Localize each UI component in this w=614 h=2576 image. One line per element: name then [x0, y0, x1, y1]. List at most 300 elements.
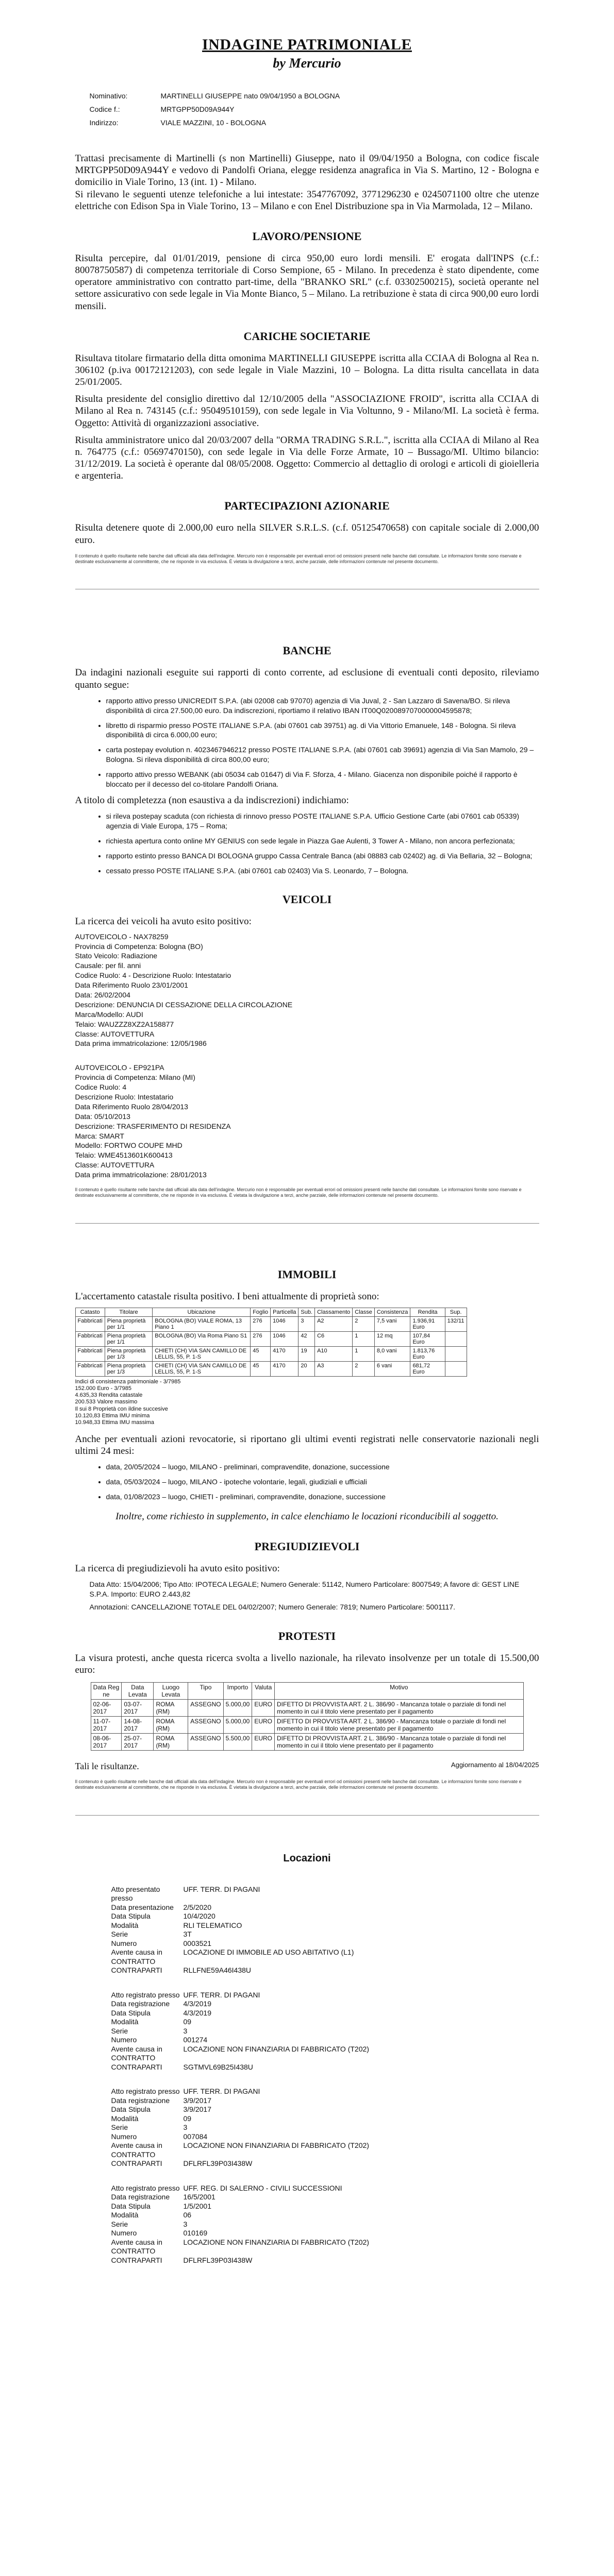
table-cell: 107,84 Euro	[410, 1331, 445, 1346]
locazione-value: 3	[183, 2219, 188, 2228]
list-item: • data, 05/03/2024 – luogo, MILANO - ipoteche volontarie, legali, giudiziali e ufficiali	[106, 1477, 539, 1487]
locazione-key: Atto registrato presso	[111, 1990, 180, 1999]
table-cell: BOLOGNA (BO) VIALE ROMA, 13 Piano 1	[153, 1316, 251, 1331]
locazione-row	[111, 2220, 539, 2229]
locazione-key: CONTRATTO	[111, 2054, 156, 2062]
table-cell: 1	[353, 1331, 375, 1346]
table-cell: 276	[251, 1316, 271, 1331]
locazione-row	[111, 2027, 539, 2036]
vehicle-line: Telaio: WME4513601K600413	[75, 1151, 173, 1160]
table-cell: 4170	[271, 1346, 298, 1361]
locazione-key: Avente causa in	[111, 2141, 162, 2150]
locazione-value: 09	[183, 2018, 192, 2026]
locazione-value	[184, 2054, 539, 2063]
table-cell: A3	[315, 1361, 353, 1376]
table-header: Titolare	[105, 1308, 152, 1316]
meta-value: MARTINELLI GIUSEPPE nato 09/04/1950 a BOLOGNA	[160, 92, 340, 100]
table-cell: 4170	[271, 1361, 298, 1376]
section-title-protesti: PROTESTI	[278, 1629, 336, 1642]
veicoli-intro: La ricerca dei veicoli ha avuto esito positivo:	[75, 916, 252, 927]
page-divider	[75, 1815, 539, 1816]
table-header: Catasto	[75, 1308, 105, 1316]
table-header-row	[75, 1308, 467, 1316]
locazione-row	[111, 1966, 539, 1975]
protesti-table	[91, 1682, 524, 1751]
locazione-row	[111, 1991, 539, 2000]
locazione-row	[111, 2009, 539, 2018]
vehicle-line: Marca/Modello: AUDI	[75, 1010, 143, 1019]
locazioni-note: Inoltre, come richiesto in supplemento, in calce elenchiamo le locazioni riconducibili al soggetto.	[115, 1511, 499, 1522]
meta-key: Nominativo:	[89, 92, 128, 100]
section-title-cariche: CARICHE SOCIETARIE	[243, 329, 371, 343]
table-cell: 20	[298, 1361, 315, 1376]
locazione-key: Numero	[111, 2132, 137, 2141]
locazione-value	[184, 2247, 539, 2256]
table-cell: 5.000,00	[223, 1700, 252, 1717]
table-cell: 3	[298, 1316, 315, 1331]
locazione-row	[111, 1939, 539, 1948]
table-cell: EURO	[252, 1734, 275, 1751]
locazione-row	[111, 1903, 539, 1912]
table-cell: 14-08-2017	[122, 1717, 154, 1734]
locazione-value: LOCAZIONE NON FINANZIARIA DI FABBRICATO (T202)	[183, 2238, 369, 2246]
table-header: Valuta	[252, 1683, 275, 1700]
locazione-key: Serie	[111, 2123, 128, 2132]
table-cell: 7,5 vani	[374, 1316, 410, 1331]
table-cell: Fabbricati	[75, 1331, 105, 1346]
locazione-row	[111, 2184, 539, 2193]
lavoro-paragraph: Risulta percepire, dal 01/01/2019, pensione di circa 950,00 euro lordi mensili. E' erogata dall'INPS (c.f.: 80078750587) di competenza territoriale di Corso Sempione, 65 - Milano. In precedenza è stato dipendente, come operatore amministrativo con contratto part-time, della "BRANKO SRL" (c.f. 03302500215), società operante nel settore assicurativo con sede legale in Via Monte Bianco, 5 – Milano. La retribuzione è stata di circa 900,00 euro lordi mensili.	[75, 252, 539, 312]
table-cell: CHIETI (CH) VIA SAN CAMILLO DE LELLIS, 55, P. 1-S	[153, 1361, 251, 1376]
table-cell: 5.000,00	[223, 1717, 252, 1734]
table-cell	[445, 1361, 467, 1376]
locazione-row	[111, 2045, 539, 2054]
cariche-paragraph: Risulta amministratore unico dal 20/03/2007 della "ORMA TRADING S.R.L.", iscritta alla CCIAA di Milano al Rea n. 764775 (c.f.: 05697470150), con sede legale in Via delle Forze Armate, 10 – Bussago/MI. Ultimo bilancio: 31/12/2019. La società è operante dal 08/05/2008. Oggetto: Commercio al dettaglio di orologi e articoli di gioielleria e argenteria.	[75, 434, 539, 482]
vehicle-line: Provincia di Competenza: Milano (MI)	[75, 1073, 195, 1082]
closing-text: Tali le risultanze.	[75, 1761, 139, 1772]
intro-paragraph: Si rilevano le seguenti utenze telefoniche a lui intestate: 3547767092, 3771296230 e 0245071100 oltre che utenze elettriche con Edison Spa in Viale Torino, 13 – Milano e con Enel Distribuzione spa in Via Marmolada, 12 – Milano.	[75, 189, 539, 212]
immobili-intro: L'accertamento catastale risulta positivo. I beni attualmente di proprietà sono:	[75, 1291, 379, 1302]
locazioni-title: Locazioni	[283, 1852, 331, 1864]
locazione-row	[111, 1921, 539, 1930]
table-header: Foglio	[251, 1308, 271, 1316]
pregiudizievoli-details	[90, 1580, 539, 1612]
locazione-key: Numero	[111, 2036, 137, 2044]
locazione-record	[111, 2184, 539, 2265]
table-cell: EURO	[252, 1717, 275, 1734]
vehicle-line: Marca: SMART	[75, 1131, 124, 1140]
table-cell: 11-07-2017	[91, 1717, 122, 1734]
table-cell: Piena proprietà per 1/3	[105, 1346, 152, 1361]
locazione-value: RLLFNE59A46I438U	[183, 1966, 252, 1975]
table-row	[91, 1717, 523, 1734]
note-line: Indici di consistenza patrimoniale - 3/7985	[75, 1378, 181, 1385]
table-row	[91, 1700, 523, 1717]
table-header: Particella	[271, 1308, 298, 1316]
table-row	[75, 1346, 467, 1361]
pregiudizievoli-intro: La ricerca di pregiudizievoli ha avuto esito positivo:	[75, 1563, 280, 1574]
table-cell: 1.813,76 Euro	[410, 1346, 445, 1361]
meta-key: Codice f.:	[89, 105, 120, 113]
vehicle-line: AUTOVEICOLO - NAX78259	[75, 932, 169, 941]
table-header-row	[91, 1683, 523, 1700]
locazione-row	[111, 2247, 539, 2256]
list-item: • data, 20/05/2024 – luogo, MILANO - preliminari, compravendite, donazione, successione	[106, 1462, 539, 1472]
vehicle-line: AUTOVEICOLO - EP921PA	[75, 1063, 164, 1072]
locazione-record	[111, 1991, 539, 2072]
table-cell: BOLOGNA (BO) Via Roma Piano S1	[153, 1331, 251, 1346]
locazione-key: Modalità	[111, 2018, 139, 2026]
pregiudizievoli-line: Annotazioni: CANCELLAZIONE TOTALE DEL 04/02/2007; Numero Generale: 7819; Numero Particolare: 5001117.	[89, 1603, 455, 1612]
table-cell: 5.500,00	[223, 1734, 252, 1751]
table-row	[75, 1361, 467, 1376]
locazione-key: Avente causa in	[111, 2044, 162, 2053]
locazione-value: 010169	[183, 2229, 208, 2238]
table-header: Ubicazione	[153, 1308, 251, 1316]
locazione-key: CONTRATTO	[111, 1957, 156, 1965]
meta-row	[90, 118, 539, 127]
locazione-key: Data Stipula	[111, 1912, 151, 1921]
locazione-key: CONTRAPARTI	[111, 2159, 162, 2168]
table-header: Data Levata	[122, 1683, 154, 1700]
table-cell: 45	[251, 1361, 271, 1376]
locazione-row	[111, 2123, 539, 2132]
locazione-value: 09	[183, 2114, 192, 2123]
locazione-row	[111, 2018, 539, 2027]
note-line: 10.948,33 Ettima IMU massima	[75, 1419, 154, 1426]
meta-value: MRTGPP50D09A944Y	[160, 105, 235, 113]
immobili-paragraph: Anche per eventuali azioni revocatorie, si riportano gli ultimi eventi registrati nelle conservatorie nazionali negli ultimi 24 mesi:	[75, 1434, 539, 1457]
vehicle-line: Data: 05/10/2013	[75, 1112, 130, 1121]
section-title-banche: BANCHE	[283, 644, 331, 657]
table-cell: DIFETTO DI PROVVISTA ART. 2 L. 386/90 - Mancanza totale o parziale di fondi nel momento in cui il titolo viene presentato per il pagamento	[275, 1734, 523, 1751]
table-cell: 8,0 vani	[374, 1346, 410, 1361]
table-cell: 1046	[271, 1316, 298, 1331]
locazione-value	[184, 1957, 539, 1967]
locazione-key: Atto presentato presso	[111, 1885, 160, 1903]
table-cell: Piena proprietà per 1/1	[105, 1316, 152, 1331]
list-item: • richiesta apertura conto online MY GENIUS con sede legale in Piazza Gae Aulenti, 3 Tower A - Milano, non ancora perfezionata;	[106, 836, 539, 846]
locazione-value: UFF. TERR. DI PAGANI	[183, 2087, 260, 2096]
table-cell: ROMA (RM)	[154, 1734, 188, 1751]
table-cell: Fabbricati	[75, 1316, 105, 1331]
locazione-value: 3	[183, 2026, 188, 2035]
immobili-events	[75, 1462, 539, 1502]
locazione-row	[111, 2132, 539, 2142]
locazione-key: Modalità	[111, 1921, 139, 1929]
vehicle-record	[75, 932, 539, 1049]
list-item: • rapporto attivo presso UNICREDIT S.P.A. (abi 02008 cab 97070) agenzia di Via Juval, 2 - San Lazzaro di Savena/BO. Si rileva disponibilità di circa 27.500,00 euro. Da indiscrezioni, riportiamo il relativo IBAN IT00Q0200897070000004595878;	[106, 696, 539, 716]
vehicle-line: Descrizione: TRASFERIMENTO DI RESIDENZA	[75, 1122, 231, 1130]
table-cell: ASSEGNO	[188, 1734, 223, 1751]
locazione-value: UFF. REG. DI SALERNO - CIVILI SUCCESSIONI	[183, 2183, 342, 2192]
locazione-key: Modalità	[111, 2211, 139, 2219]
locazione-key: Data Stipula	[111, 2105, 151, 2114]
list-item: • data, 01/08/2023 – luogo, CHIETI - preliminari, compravendite, donazione, successione	[106, 1492, 539, 1502]
locazione-value: LOCAZIONE DI IMMOBILE AD USO ABITATIVO (L1)	[183, 1948, 354, 1957]
table-cell: 681,72 Euro	[410, 1361, 445, 1376]
section-title-partecipazioni: PARTECIPAZIONI AZIONARIE	[224, 499, 390, 513]
table-header: Tipo	[188, 1683, 223, 1700]
locazione-row	[111, 1912, 539, 1921]
table-cell: A10	[315, 1346, 353, 1361]
table-cell: 6 vani	[374, 1361, 410, 1376]
vehicle-line: Classe: AUTOVETTURA	[75, 1029, 155, 1038]
locazione-value: 007084	[183, 2132, 208, 2141]
locazione-key: Avente causa in	[111, 2238, 162, 2246]
locazione-key: CONTRAPARTI	[111, 1966, 162, 1975]
locazione-row	[111, 2096, 539, 2106]
locazione-row	[111, 2202, 539, 2211]
list-item: • rapporto estinto presso BANCA DI BOLOGNA gruppo Cassa Centrale Banca (abi 08883 cab 02402) ag. di Via Bellaria, 32 – Bologna;	[106, 851, 539, 861]
banche-intro-2: A titolo di completezza (non esaustiva a da indiscrezioni) indichiamo:	[75, 794, 349, 806]
locazione-value: UFF. TERR. DI PAGANI	[183, 1990, 260, 1999]
locazione-row	[111, 2211, 539, 2220]
locazione-value: 3	[183, 2123, 188, 2132]
table-header: Sup.	[445, 1308, 467, 1316]
locazione-key: Data presentazione	[111, 1903, 174, 1911]
table-cell: 276	[251, 1331, 271, 1346]
locazione-row	[111, 2256, 539, 2265]
locazione-key: CONTRATTO	[111, 2150, 156, 2159]
locazione-row	[111, 2054, 539, 2063]
locazione-row	[111, 2087, 539, 2096]
locazione-value: LOCAZIONE NON FINANZIARIA DI FABBRICATO (T202)	[183, 2044, 369, 2053]
vehicle-line: Codice Ruolo: 4	[75, 1083, 127, 1092]
section-title-pregiudizievoli: PREGIUDIZIEVOLI	[254, 1540, 360, 1553]
banche-list-2	[75, 811, 539, 875]
locazione-value: RLI TELEMATICO	[183, 1921, 242, 1929]
vehicle-line: Data prima immatricolazione: 12/05/1986	[75, 1039, 207, 1048]
vehicle-line: Telaio: WAUZZZ8XZ2A158877	[75, 1020, 174, 1028]
locazione-key: Numero	[111, 2229, 137, 2238]
table-cell: Piena proprietà per 1/3	[105, 1361, 152, 1376]
table-cell: 25-07-2017	[122, 1734, 154, 1751]
section-title-veicoli: VEICOLI	[282, 893, 332, 906]
table-header: Rendita	[410, 1308, 445, 1316]
locazione-row	[111, 2114, 539, 2124]
vehicle-line: Modello: FORTWO COUPE MHD	[75, 1141, 182, 1150]
report-subtitle: by Mercurio	[273, 56, 341, 71]
meta-row	[90, 105, 539, 113]
locazione-key: Data Stipula	[111, 2201, 151, 2210]
pregiudizievoli-line: Data Atto: 15/04/2006; Tipo Atto: IPOTECA LEGALE; Numero Generale: 51142, Numero Particolare: 8007549; A favore di: GEST LINE S.P.A. Importo: EURO 2.443,82	[89, 1580, 520, 1599]
locazione-key: Data Stipula	[111, 2008, 151, 2017]
locazione-row	[111, 2159, 539, 2168]
locazione-record	[111, 2087, 539, 2168]
locazione-key: Numero	[111, 1939, 137, 1947]
table-cell: 1046	[271, 1331, 298, 1346]
locazione-key: Data registrazione	[111, 1999, 170, 2008]
table-cell: Piena proprietà per 1/1	[105, 1331, 152, 1346]
list-item: • rapporto attivo presso WEBANK (abi 05034 cab 01647) di Via F. Sforza, 4 - Milano. Giacenza non disponibile poiché il rapporto è bloccato per il decesso del co-titolare Pandolfi Oriana.	[106, 770, 539, 789]
locazione-value: UFF. TERR. DI PAGANI	[183, 1885, 260, 1893]
vehicle-line: Classe: AUTOVETTURA	[75, 1161, 155, 1170]
table-cell	[445, 1346, 467, 1361]
locazione-row	[111, 2193, 539, 2202]
note-line: 152.000 Euro - 3/7985	[75, 1385, 131, 1392]
locazione-value: 06	[183, 2211, 192, 2219]
locazione-key: Data registrazione	[111, 2193, 170, 2201]
locazione-key: CONTRATTO	[111, 2247, 156, 2256]
locazione-key: Serie	[111, 1930, 128, 1939]
list-item: • carta postepay evolution n. 4023467946212 presso POSTE ITALIANE S.P.A. (abi 07601 cab 39691) agenzia di Via San Mamolo, 29 – Bologna. Si rileva disponibilità di circa 800,00 euro;	[106, 745, 539, 765]
table-cell: 2	[353, 1361, 375, 1376]
table-header: Classe	[353, 1308, 375, 1316]
vehicle-line: Descrizione: DENUNCIA DI CESSAZIONE DELLA CIRCOLAZIONE	[75, 1000, 293, 1009]
table-cell: 1.936,91 Euro	[410, 1316, 445, 1331]
update-date: Aggiornamento al 18/04/2025	[451, 1761, 539, 1769]
note-line: Il sui 8 Proprietà con ildine succesive	[75, 1405, 168, 1412]
banche-intro: Da indagini nazionali eseguite sui rapporti di conto corrente, ad esclusione di eventuali conti deposito, rileviamo quanto segue:	[75, 667, 539, 690]
note-line: 200.533 Valore massimo	[75, 1399, 138, 1405]
table-cell: DIFETTO DI PROVVISTA ART. 2 L. 386/90 - Mancanza totale o parziale di fondi nel momento in cui il titolo viene presentato per il pagamento	[275, 1700, 523, 1717]
locazione-key: Modalità	[111, 2114, 139, 2123]
table-cell: CHIETI (CH) VIA SAN CAMILLO DE LELLIS, 55, P. 1-S	[153, 1346, 251, 1361]
vehicle-line: Data Riferimento Ruolo 23/01/2001	[75, 981, 188, 990]
immobili-notes	[75, 1379, 539, 1426]
meta-value: VIALE MAZZINI, 10 - BOLOGNA	[160, 118, 267, 127]
table-cell: 08-06-2017	[91, 1734, 122, 1751]
table-cell: 12 mq	[374, 1331, 410, 1346]
table-header: Consistenza	[374, 1308, 410, 1316]
table-cell: 45	[251, 1346, 271, 1361]
locazione-row	[111, 2063, 539, 2072]
section-title-lavoro: LAVORO/PENSIONE	[252, 229, 362, 243]
table-cell: C6	[315, 1331, 353, 1346]
disclaimer: Il contenuto è quello risultante nelle banche dati ufficiali alla data dell'indagine. Mercurio non è responsabile per eventuali errori od omissioni presenti nelle banche dati consultate. Le informazioni fornite sono riservate e destinate esclusivamente al committente, che ne risponde in via esclusiva. È vietata la divulgazione a terzi, anche parziale, delle informazioni contenute nel presente documento.	[75, 1779, 522, 1790]
table-cell: 132/11	[445, 1316, 467, 1331]
table-cell: 1	[353, 1346, 375, 1361]
table-header: Classamento	[315, 1308, 353, 1316]
locazione-value: 1/5/2001	[183, 2201, 211, 2210]
table-cell: 02-06-2017	[91, 1700, 122, 1717]
disclaimer: Il contenuto è quello risultante nelle banche dati ufficiali alla data dell'indagine. Mercurio non è responsabile per eventuali errori od omissioni presenti nelle banche dati consultate. Le informazioni fornite sono riservate e destinate esclusivamente al committente, che ne risponde in via esclusiva. È vietata la divulgazione a terzi, anche parziale, delle informazioni contenute nel presente documento.	[75, 553, 522, 564]
table-cell: Fabbricati	[75, 1361, 105, 1376]
meta-row	[90, 92, 539, 100]
note-line: 4.635,33 Rendita catastale	[75, 1392, 143, 1399]
locazione-value: DFLRFL39P03I438W	[183, 2256, 253, 2264]
vehicle-line: Provincia di Competenza: Bologna (BO)	[75, 942, 203, 951]
locazione-key: Atto registrato presso	[111, 2183, 180, 2192]
subject-meta	[90, 92, 539, 127]
cariche-paragraph: Risultava titolare firmatario della ditta omonima MARTINELLI GIUSEPPE iscritta alla CCIAA di Bologna al Rea n. 306102 (p.iva 00172121203), con sede legale in Viale Mazzini, 10 – Bologna. La ditta risulta cancellata in data 25/01/2005.	[75, 352, 539, 388]
vehicle-line: Data: 26/02/2004	[75, 990, 130, 999]
table-header: Sub.	[298, 1308, 315, 1316]
locazione-value: 4/3/2019	[183, 2008, 211, 2017]
locazione-row	[111, 1999, 539, 2009]
locazione-value: DFLRFL39P03I438W	[183, 2159, 253, 2168]
table-header: Motivo	[275, 1683, 523, 1700]
table-cell: ROMA (RM)	[154, 1717, 188, 1734]
locazione-row	[111, 2105, 539, 2114]
table-row	[75, 1331, 467, 1346]
locazione-row	[111, 1930, 539, 1939]
locazione-value: 0003521	[183, 1939, 212, 1947]
table-cell: 42	[298, 1331, 315, 1346]
vehicle-line: Codice Ruolo: 4 - Descrizione Ruolo: Intestatario	[75, 971, 231, 980]
locazione-row	[111, 2229, 539, 2238]
locazione-row	[111, 1957, 539, 1967]
section-title-immobili: IMMOBILI	[277, 1267, 337, 1281]
locazione-row	[111, 2036, 539, 2045]
locazione-value: 10/4/2020	[183, 1912, 215, 1921]
locazione-key: Avente causa in	[111, 1948, 162, 1957]
protesti-intro: La visura protesti, anche questa ricerca svolta a livello nazionale, ha rilevato insolvenze per un totale di 15.500,00 euro:	[75, 1652, 539, 1676]
immobili-table	[75, 1308, 467, 1377]
locazione-value: 2/5/2020	[183, 1903, 211, 1911]
list-item: • libretto di risparmio presso POSTE ITALIANE S.P.A. (abi 07601 cab 39751) ag. di Via Vittorio Emanuele, 148 - Bologna. Si rileva disponibilità di circa 6.000,00 euro;	[106, 721, 539, 740]
page-divider	[75, 1223, 539, 1224]
table-header: Data Reg ne	[91, 1683, 122, 1700]
report-title: INDAGINE PATRIMONIALE	[202, 36, 412, 53]
table-cell: EURO	[252, 1700, 275, 1717]
report-content	[75, 0, 539, 2265]
vehicle-line: Data Riferimento Ruolo 28/04/2013	[75, 1102, 188, 1111]
vehicle-line: Causale: per fil. anni	[75, 961, 141, 970]
locazione-key: CONTRAPARTI	[111, 2062, 162, 2071]
locazione-value: 3/9/2017	[183, 2105, 211, 2114]
locazione-key: Atto registrato presso	[111, 2087, 180, 2096]
meta-key: Indirizzo:	[89, 118, 119, 127]
table-cell: Fabbricati	[75, 1346, 105, 1361]
vehicle-line: Stato Veicolo: Radiazione	[75, 952, 158, 960]
closing-row	[75, 1761, 539, 1772]
locazione-row	[111, 1948, 539, 1957]
table-cell: ASSEGNO	[188, 1700, 223, 1717]
table-cell: A2	[315, 1316, 353, 1331]
locazione-row	[111, 1885, 539, 1903]
cariche-paragraph: Risulta presidente del consiglio direttivo dal 12/10/2005 della "ASSOCIAZIONE FROID", iscritta alla CCIAA di Milano al Rea n. 743145 (c.f.: 95049510159), con sede legale in Via Voltunno, 9 - Milano/MI. La società è ferma. Oggetto: Attività di organizzazioni associative.	[75, 394, 539, 429]
locazione-value: 4/3/2019	[183, 1999, 211, 2008]
table-cell	[445, 1331, 467, 1346]
table-header: Importo	[223, 1683, 252, 1700]
locazione-value: 001274	[183, 2036, 208, 2044]
table-row	[75, 1316, 467, 1331]
locazione-key: CONTRAPARTI	[111, 2256, 162, 2264]
locazione-row	[111, 2150, 539, 2160]
locazione-value: LOCAZIONE NON FINANZIARIA DI FABBRICATO (T202)	[183, 2141, 369, 2150]
locazione-row	[111, 2141, 539, 2150]
table-cell: ROMA (RM)	[154, 1700, 188, 1717]
locazione-key: Serie	[111, 2219, 128, 2228]
intro-paragraph: Trattasi precisamente di Martinelli (s non Martinelli) Giuseppe, nato il 09/04/1950 a Bologna, con codice fiscale MRTGPP50D09A944Y e vedovo di Pandolfi Oriana, elegge residenza anagrafica in Via S. Martino, 12 - Bologna e domicilio in Viale Torino, 13 (int. 1) - Milano.	[75, 153, 539, 188]
locazione-row	[111, 2238, 539, 2247]
vehicle-record	[75, 1063, 539, 1180]
banche-list	[75, 696, 539, 789]
disclaimer: Il contenuto è quello risultante nelle banche dati ufficiali alla data dell'indagine. Mercurio non è responsabile per eventuali errori od omissioni presenti nelle banche dati consultate. Le informazioni fornite sono riservate e destinate esclusivamente al committente, che ne risponde in via esclusiva. È vietata la divulgazione a terzi, anche parziale, delle informazioni contenute nel presente documento.	[75, 1187, 522, 1198]
locazione-value	[184, 2150, 539, 2160]
table-cell: 2	[353, 1316, 375, 1331]
locazione-value: 3T	[183, 1930, 192, 1939]
table-row	[91, 1734, 523, 1751]
locazione-record	[111, 1885, 539, 1975]
table-cell: 03-07-2017	[122, 1700, 154, 1717]
locazione-value: SGTMVL69B25I438U	[183, 2062, 253, 2071]
table-cell: ASSEGNO	[188, 1717, 223, 1734]
locazione-key: Data registrazione	[111, 2096, 170, 2105]
note-line: 10.120,83 Ettima IMU minima	[75, 1412, 150, 1419]
vehicle-line: Data prima immatricolazione: 28/01/2013	[75, 1171, 207, 1179]
vehicle-line: Descrizione Ruolo: Intestatario	[75, 1093, 174, 1101]
locazione-key: Serie	[111, 2026, 128, 2035]
list-item: • cessato presso POSTE ITALIANE S.P.A. (abi 07601 cab 02403) Via S. Leonardo, 7 – Bologna.	[106, 866, 539, 876]
locazione-value: 3/9/2017	[183, 2096, 211, 2105]
list-item: • si rileva postepay scaduta (con richiesta di rinnovo presso POSTE ITALIANE S.P.A. Ufficio Gestione Carte (abi 07601 cab 05339) agenzia di Viale Europa, 175 – Roma;	[106, 811, 539, 831]
locazione-value: 16/5/2001	[183, 2193, 215, 2201]
table-cell: 19	[298, 1346, 315, 1361]
table-header: Luogo Levata	[154, 1683, 188, 1700]
